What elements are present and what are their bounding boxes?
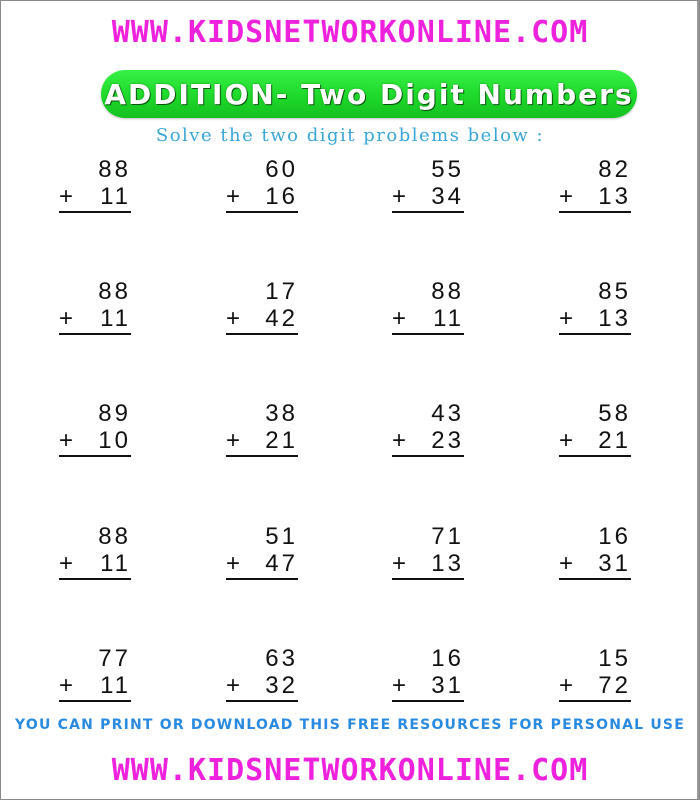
addend-top: 77 — [98, 645, 131, 672]
addend-bottom-line — [392, 672, 464, 699]
plus-sign: + — [226, 305, 244, 332]
addend-top: 43 — [431, 400, 464, 427]
plus-sign: + — [226, 427, 244, 454]
answer-line — [392, 700, 464, 702]
addend-bottom: 32 — [265, 672, 298, 699]
addition-problem — [226, 156, 298, 213]
plus-sign: + — [392, 550, 410, 577]
plus-sign: + — [226, 672, 244, 699]
plus-sign: + — [392, 183, 410, 210]
addend-bottom: 72 — [598, 672, 631, 699]
plus-sign: + — [59, 183, 77, 210]
addend-top: 71 — [431, 523, 464, 550]
addend-top: 58 — [598, 400, 631, 427]
addend-top: 16 — [431, 645, 464, 672]
addend-bottom-line — [59, 183, 131, 210]
addend-top: 89 — [98, 400, 131, 427]
addition-problem — [392, 278, 464, 335]
site-url-footer[interactable]: WWW.KIDSNETWORKONLINE.COM — [111, 753, 589, 788]
plus-sign: + — [226, 550, 244, 577]
addend-bottom: 34 — [431, 183, 464, 210]
answer-line — [59, 455, 131, 457]
addend-bottom: 23 — [431, 427, 464, 454]
worksheet-title: ADDITION- Two Digit Numbers — [104, 77, 634, 111]
addition-problem — [226, 400, 298, 457]
plus-sign: + — [59, 672, 77, 699]
addition-problem — [59, 523, 131, 580]
title-banner — [101, 70, 637, 118]
addend-bottom-line — [59, 305, 131, 332]
answer-line — [59, 578, 131, 580]
addend-bottom: 11 — [100, 305, 131, 332]
answer-line — [392, 455, 464, 457]
addend-top: 88 — [98, 278, 131, 305]
plus-sign: + — [392, 672, 410, 699]
addend-bottom: 10 — [98, 427, 131, 454]
answer-line — [226, 455, 298, 457]
plus-sign: + — [59, 305, 77, 332]
addition-problem — [392, 523, 464, 580]
addition-problem — [59, 645, 131, 702]
plus-sign: + — [59, 427, 77, 454]
addend-top: 17 — [265, 278, 298, 305]
answer-line — [59, 700, 131, 702]
addend-bottom-line — [559, 672, 631, 699]
plus-sign: + — [559, 183, 577, 210]
addition-problem — [559, 156, 631, 213]
addition-problem — [226, 278, 298, 335]
addition-problem — [392, 400, 464, 457]
addend-bottom-line — [59, 427, 131, 454]
site-url-header[interactable]: WWW.KIDSNETWORKONLINE.COM — [111, 15, 589, 50]
addition-problem — [59, 156, 131, 213]
plus-sign: + — [559, 305, 577, 332]
answer-line — [559, 700, 631, 702]
answer-line — [392, 211, 464, 213]
addend-top: 88 — [98, 156, 131, 183]
addend-top: 85 — [598, 278, 631, 305]
addend-bottom-line — [392, 183, 464, 210]
answer-line — [559, 333, 631, 335]
addend-bottom-line — [392, 305, 464, 332]
addend-top: 88 — [98, 523, 131, 550]
answer-line — [59, 211, 131, 213]
addend-bottom: 13 — [598, 183, 631, 210]
plus-sign: + — [392, 305, 410, 332]
answer-line — [226, 700, 298, 702]
addend-bottom-line — [226, 550, 298, 577]
answer-line — [226, 333, 298, 335]
addition-problem — [226, 645, 298, 702]
answer-line — [226, 578, 298, 580]
addend-bottom-line — [59, 550, 131, 577]
addend-bottom: 13 — [598, 305, 631, 332]
addend-bottom: 16 — [265, 183, 298, 210]
addend-bottom-line — [59, 672, 131, 699]
addend-bottom-line — [392, 550, 464, 577]
addend-top: 55 — [431, 156, 464, 183]
addend-bottom: 11 — [100, 183, 131, 210]
addend-bottom: 21 — [265, 427, 298, 454]
addition-problem — [59, 278, 131, 335]
addend-bottom: 11 — [100, 672, 131, 699]
answer-line — [559, 455, 631, 457]
plus-sign: + — [559, 550, 577, 577]
plus-sign: + — [559, 427, 577, 454]
addition-problem — [559, 278, 631, 335]
addition-problem — [559, 523, 631, 580]
addend-top: 82 — [598, 156, 631, 183]
addend-bottom: 11 — [100, 550, 131, 577]
addend-bottom: 42 — [265, 305, 298, 332]
addend-bottom-line — [226, 183, 298, 210]
plus-sign: + — [59, 550, 77, 577]
plus-sign: + — [392, 427, 410, 454]
addition-problem — [226, 523, 298, 580]
addend-top: 51 — [265, 523, 298, 550]
addition-problem — [59, 400, 131, 457]
addend-bottom: 47 — [265, 550, 298, 577]
addend-top: 38 — [265, 400, 298, 427]
addend-top: 60 — [265, 156, 298, 183]
addend-bottom: 13 — [431, 550, 464, 577]
addend-bottom-line — [559, 427, 631, 454]
answer-line — [392, 578, 464, 580]
plus-sign: + — [559, 672, 577, 699]
addend-bottom-line — [559, 183, 631, 210]
answer-line — [559, 211, 631, 213]
addend-bottom-line — [559, 550, 631, 577]
footer-note: YOU CAN PRINT OR DOWNLOAD THIS FREE RESOURCES FOR PERSONAL USE — [15, 717, 685, 733]
answer-line — [226, 211, 298, 213]
addition-problem — [392, 645, 464, 702]
answer-line — [559, 578, 631, 580]
addend-top: 15 — [598, 645, 631, 672]
plus-sign: + — [226, 183, 244, 210]
answer-line — [59, 333, 131, 335]
addend-bottom: 21 — [598, 427, 631, 454]
addend-bottom-line — [392, 427, 464, 454]
addend-bottom-line — [226, 305, 298, 332]
answer-line — [392, 333, 464, 335]
addend-bottom: 31 — [598, 550, 631, 577]
addend-bottom: 31 — [431, 672, 464, 699]
addend-top: 88 — [431, 278, 464, 305]
addition-problem — [392, 156, 464, 213]
addend-top: 63 — [265, 645, 298, 672]
addend-bottom-line — [226, 672, 298, 699]
addend-bottom-line — [226, 427, 298, 454]
addition-problem — [559, 400, 631, 457]
addend-top: 16 — [598, 523, 631, 550]
addend-bottom-line — [559, 305, 631, 332]
addend-bottom: 11 — [433, 305, 464, 332]
instructions-text: Solve the two digit problems below : — [155, 125, 545, 146]
addition-problem — [559, 645, 631, 702]
